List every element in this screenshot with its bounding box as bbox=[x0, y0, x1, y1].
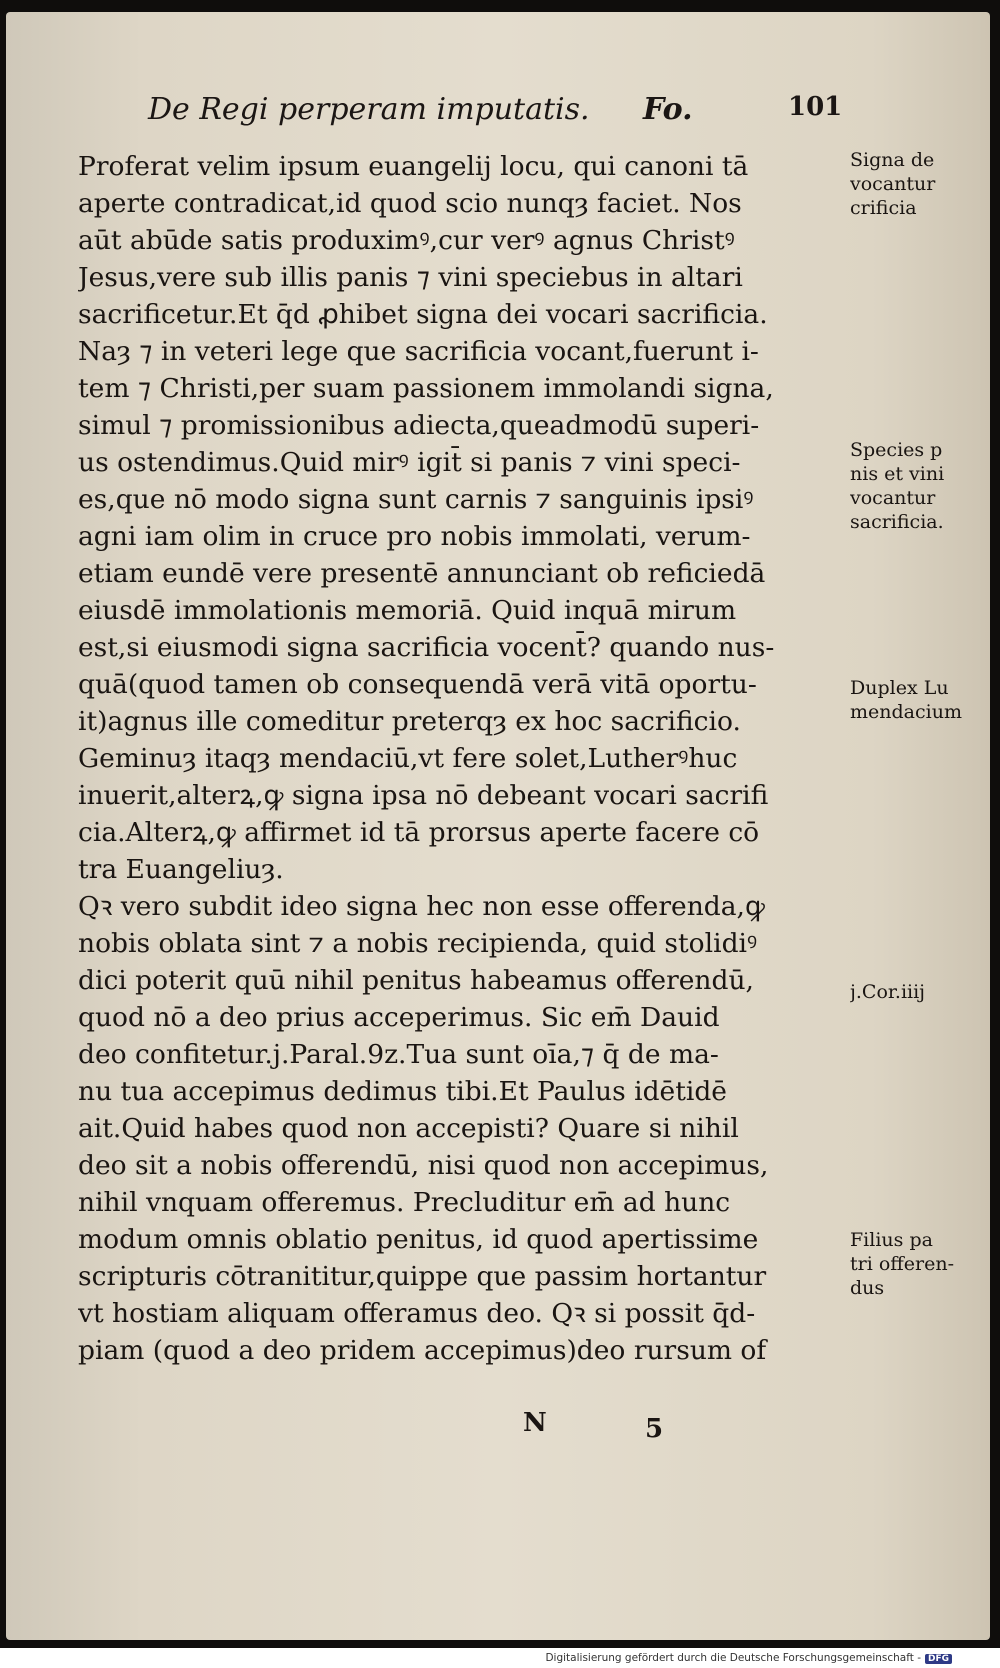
text-line: sacrificetur.Et q̄d ꝓhibet signa dei vocari sacrificia. bbox=[78, 299, 768, 330]
text-line: tem ⁊ Christi,per suam passionem immolandi signa, bbox=[78, 373, 774, 404]
text-line: inuerit,alterꝝ,ꝙ signa ipsa nō debeant vocari sacrifi bbox=[78, 780, 769, 811]
credit-text: Digitalisierung gefördert durch die Deutsche Forschungsgemeinschaft - bbox=[545, 1652, 921, 1664]
text-line: piam (quod a deo pridem accepimus)deo rursum of bbox=[78, 1335, 767, 1366]
dfg-logo: DFG bbox=[925, 1654, 952, 1664]
text-line: modum omnis oblatio penitus, id quod apertissime bbox=[78, 1224, 759, 1255]
text-line: agni iam olim in cruce pro nobis immolati, verum- bbox=[78, 521, 751, 552]
text-line: Geminuȝ itaqȝ mendaciū,vt fere solet,Lutherꝰhuc bbox=[78, 743, 738, 774]
folio-label: Fo. bbox=[643, 92, 693, 127]
margin-note bbox=[850, 148, 990, 220]
text-line: Jesus,vere sub illis panis ⁊ vini speciebus in altari bbox=[78, 262, 743, 293]
text-line: it)agnus ille comeditur preterqȝ ex hoc sacrificio. bbox=[78, 706, 741, 737]
margin-note-line: j.Cor.iiij bbox=[850, 981, 926, 1003]
text-line: deo sit a nobis offerendū, nisi quod non accepimus, bbox=[78, 1150, 769, 1181]
catchword: N bbox=[523, 1408, 547, 1438]
margin-note-line: nis et vini bbox=[850, 463, 945, 485]
text-line: aperte contradicat,id quod scio nunqȝ faciet. Nos bbox=[78, 188, 742, 219]
text-line: Qꝛ vero subdit ideo signa hec non esse offerenda,ꝙ bbox=[78, 891, 765, 922]
text-line: nu tua accepimus dedimus tibi.Et Paulus idētidē bbox=[78, 1076, 727, 1107]
text-line: Naȝ ⁊ in veteri lege que sacrificia vocant,fuerunt i- bbox=[78, 336, 759, 367]
text-line: eiusdē immolationis memoriā. Quid inquā mirum bbox=[78, 595, 737, 626]
margin-note-line: sacrificia. bbox=[850, 511, 944, 533]
text-line: scripturis cōtranititur,quippe que passim hortantur bbox=[78, 1261, 767, 1292]
text-line: ait.Quid habes quod non accepisti? Quare si nihil bbox=[78, 1113, 739, 1144]
running-title: De Regi perperam imputatis. bbox=[148, 92, 590, 127]
text-line: aūt abūde satis produximꝰ,cur verꝰ agnus Christꝰ bbox=[78, 225, 735, 256]
margin-note-line: vocantur bbox=[850, 487, 936, 509]
text-line: dici poterit quū nihil penitus habeamus offerendū, bbox=[78, 965, 754, 996]
margin-note bbox=[850, 438, 990, 534]
text-line: est,si eiusmodi signa sacrificia vocent̄? quando nus- bbox=[78, 632, 775, 663]
margin-note-line: tri offeren- bbox=[850, 1253, 954, 1275]
margin-note-line: Signa de bbox=[850, 149, 935, 171]
text-line: tra Euangeliuȝ. bbox=[78, 854, 284, 885]
margin-note bbox=[850, 676, 990, 724]
text-line: nihil vnquam offeremus. Precluditur em̄ ad hunc bbox=[78, 1187, 731, 1218]
main-text-block bbox=[78, 148, 824, 1369]
margin-note-line: Duplex Lu bbox=[850, 677, 949, 699]
folio-number: 101 bbox=[788, 92, 843, 122]
margin-note-line: crificia bbox=[850, 197, 917, 219]
text-line: us ostendimus.Quid mirꝰ igit̄ si panis ⁊ vini speci- bbox=[78, 447, 741, 478]
margin-note-line: mendacium bbox=[850, 701, 962, 723]
text-line: quā(quod tamen ob consequendā verā vitā oportu- bbox=[78, 669, 757, 700]
text-line: simul ⁊ promissionibus adiecta,queadmodū superi- bbox=[78, 410, 760, 441]
signature-mark: 5 bbox=[645, 1414, 664, 1444]
margin-note bbox=[850, 980, 990, 1004]
text-line: cia.Alterꝝ,ꝙ affirmet id tā prorsus aperte facere cō bbox=[78, 817, 760, 848]
margin-note-line: Species p bbox=[850, 439, 943, 461]
text-line: nobis oblata sint ⁊ a nobis recipienda, quid stolidiꝰ bbox=[78, 928, 758, 959]
digitization-credit bbox=[545, 1652, 952, 1666]
text-line: deo confitetur.j.Paral.9z.Tua sunt oīa,⁊ q̄ de ma- bbox=[78, 1039, 719, 1070]
text-line: etiam eundē vere presentē annunciant ob reficiedā bbox=[78, 558, 766, 589]
text-line: Proferat velim ipsum euangelij locu, qui canoni tā bbox=[78, 151, 749, 182]
margin-note-line: dus bbox=[850, 1277, 885, 1299]
text-line: es,que nō modo signa sunt carnis ⁊ sanguinis ipsiꝰ bbox=[78, 484, 754, 515]
margin-note bbox=[850, 1228, 990, 1300]
text-line: vt hostiam aliquam offeramus deo. Qꝛ si possit q̄d- bbox=[78, 1298, 756, 1329]
running-header bbox=[148, 92, 848, 134]
margin-note-line: vocantur bbox=[850, 173, 936, 195]
margin-note-line: Filius pa bbox=[850, 1229, 933, 1251]
text-line: quod nō a deo prius acceperimus. Sic em̄ Dauid bbox=[78, 1002, 720, 1033]
